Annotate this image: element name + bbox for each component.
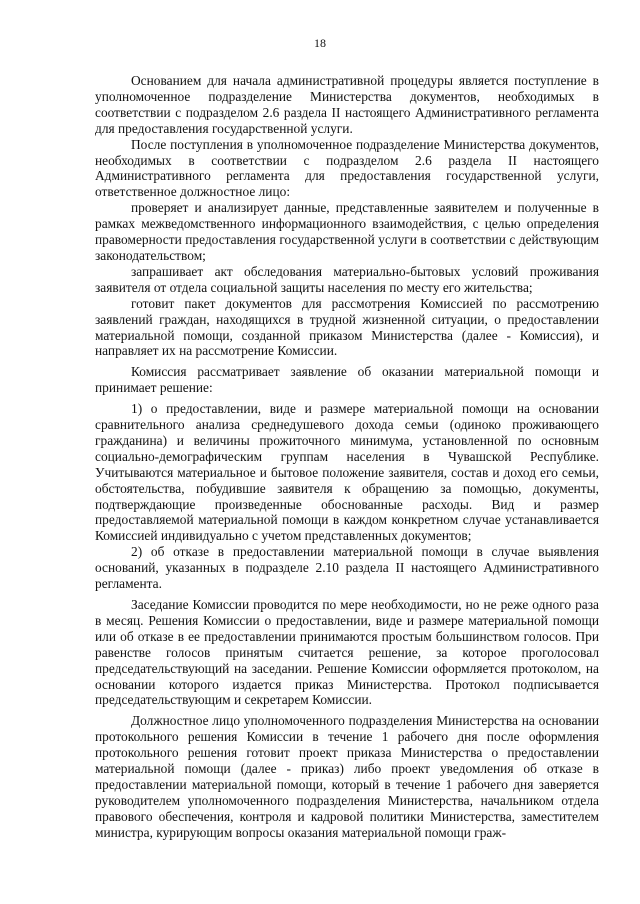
paragraph-requests-act: запрашивает акт обследования материально-бытовых условий проживания заявителя от отдела социальной защиты населения по месту его жительства; <box>95 263 599 295</box>
paragraph-official-actions: Должностное лицо уполномоченного подразделения Министерства на основании протокольного решения Комиссии в течение 1 рабочего дня после оформления протокольного решения готовит проект приказа Министерства о предоставлении материальной помощи (далее - приказ) либо проект уведомления об отказе в предоставлении материальной помощи, который в течение 1 рабочего дня заверяется руководителем уполномоченного подразделения Министерства, начальником отдела правового обеспечения, контроля и кадровой политики Министерства, заместителем министра, курирующим вопросы оказания материальной помощи граж- <box>95 713 599 840</box>
paragraph-after-receipt: После поступления в уполномоченное подразделение Министерства документов, необходимых в соответствии с подразделом 2.6 раздела II настоящего Административного регламента для предоставления государственной услуги, ответственное должностное лицо: <box>95 136 599 200</box>
paragraph-decision-refusal: 2) об отказе в предоставлении материальной помощи в случае выявления оснований, указанных в подразделе 2.10 раздела II настоящего Административного регламента. <box>95 544 599 592</box>
page-number: 18 <box>314 36 326 50</box>
paragraph-procedure-basis: Основанием для начала административной процедуры является поступление в уполномоченное подразделение Министерства документов, необходимых в соответствии с подразделом 2.6 раздела II настоящего Административного регламента для предоставления государственной услуги. <box>95 73 599 136</box>
paragraph-commission-decision: Комиссия рассматривает заявление об оказании материальной помощи и принимает решение: <box>95 364 599 396</box>
paragraph-checks-data: проверяет и анализирует данные, представленные заявителем и полученные в рамках межведомственного информационного взаимодействия, с целью определения правомерности предоставления государственной услуги в соответствии с действующим законодательством; <box>95 200 599 263</box>
paragraph-decision-grant: 1) о предоставлении, виде и размере материальной помощи на основании сравнительного анализа среднедушевого дохода семьи (одиноко проживающего гражданина) и величины прожиточного минимума, установленной по основным социально-демографическим группам населения в Чувашской Республике. Учитываются материальное и бытовое положение заявителя, состав и доход его семьи, обстоятельства, побудившие заявителя к обращению за помощью, документы, подтверждающие произведенные обоснованные расходы. Вид и размер предоставляемой материальной помощи в каждом конкретном случае устанавливается Комиссией индивидуально с учетом представленных документов; <box>95 401 599 544</box>
paragraph-commission-meeting: Заседание Комиссии проводится по мере необходимости, но не реже одного раза в месяц. Решения Комиссии о предоставлении, виде и размере материальной помощи или об отказе в ее предоставлении принимаются простым большинством голосов. При равенстве голосов принятым считается решение, за которое проголосовал председательствующий на заседании. Решение Комиссии оформляется протоколом, на основании которого издается приказ Министерства. Протокол подписывается председательствующим и секретарем Комиссии. <box>95 597 599 708</box>
paragraph-prepares-package: готовит пакет документов для рассмотрения Комиссией по рассмотрению заявлений граждан, находящихся в трудной жизненной ситуации, о предоставлении материальной помощи, созданной приказом Министерства (далее - Комиссия), и направляет их на рассмотрение Комиссии. <box>95 295 599 359</box>
document-body <box>95 73 599 841</box>
